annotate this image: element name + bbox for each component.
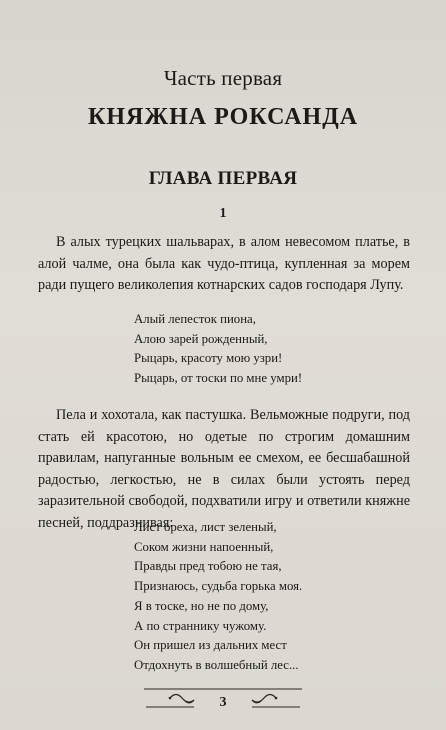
poem-1 xyxy=(134,310,302,389)
paragraph-text: Пела и хохотала, как пастушка. Вельможные подруги, под стать ей красотою, но одетые по строгим домашним правилам, напуганные вольным ее смехом, ее бесшабашной радостью, легкостью, не в силах были устоять перед заразительной свободой, подхватили игру и ответили княжне песней, поддразнивая: xyxy=(38,407,410,531)
poem-line: Рыцарь, красоту мою узри! xyxy=(134,351,283,366)
page-number: 3 xyxy=(219,695,227,710)
section-number: 1 xyxy=(219,206,227,221)
paragraph-2 xyxy=(38,405,410,534)
poem-line: Он пришел из дальних мест xyxy=(134,638,287,653)
poem-line: Отдохнуть в волшебный лес... xyxy=(134,657,299,672)
poem-line: Правды пред тобою не тая, xyxy=(134,559,282,574)
poem-line: Лист ореха, лист зеленый, xyxy=(134,520,277,534)
poem-line: Алый лепесток пиона, xyxy=(134,312,256,326)
part-label: Часть первая xyxy=(163,66,283,90)
poem-line: Алою зарей рожденный, xyxy=(134,331,268,346)
poem-2 xyxy=(134,518,302,676)
poem-line: А по страннику чужому. xyxy=(134,618,267,633)
poem-line: Рыцарь, от тоски по мне умри! xyxy=(134,371,303,386)
paragraph-text: В алых турецких шальварах, в алом невесомом платье, в алой чалме, она была как чудо-птица, купленная за морем ради пущего великолепия котнарских садов господаря Лупу. xyxy=(38,234,410,293)
poem-line: Признаюсь, судьба горька моя. xyxy=(134,579,303,594)
paragraph-1 xyxy=(38,232,410,297)
poem-line: Соком жизни напоенный, xyxy=(134,539,274,554)
poem-line: Я в тоске, но не по дому, xyxy=(134,598,269,613)
book-title: КНЯЖНА РОКСАНДА xyxy=(87,104,359,130)
chapter-title: ГЛАВА ПЕРВАЯ xyxy=(148,168,298,189)
